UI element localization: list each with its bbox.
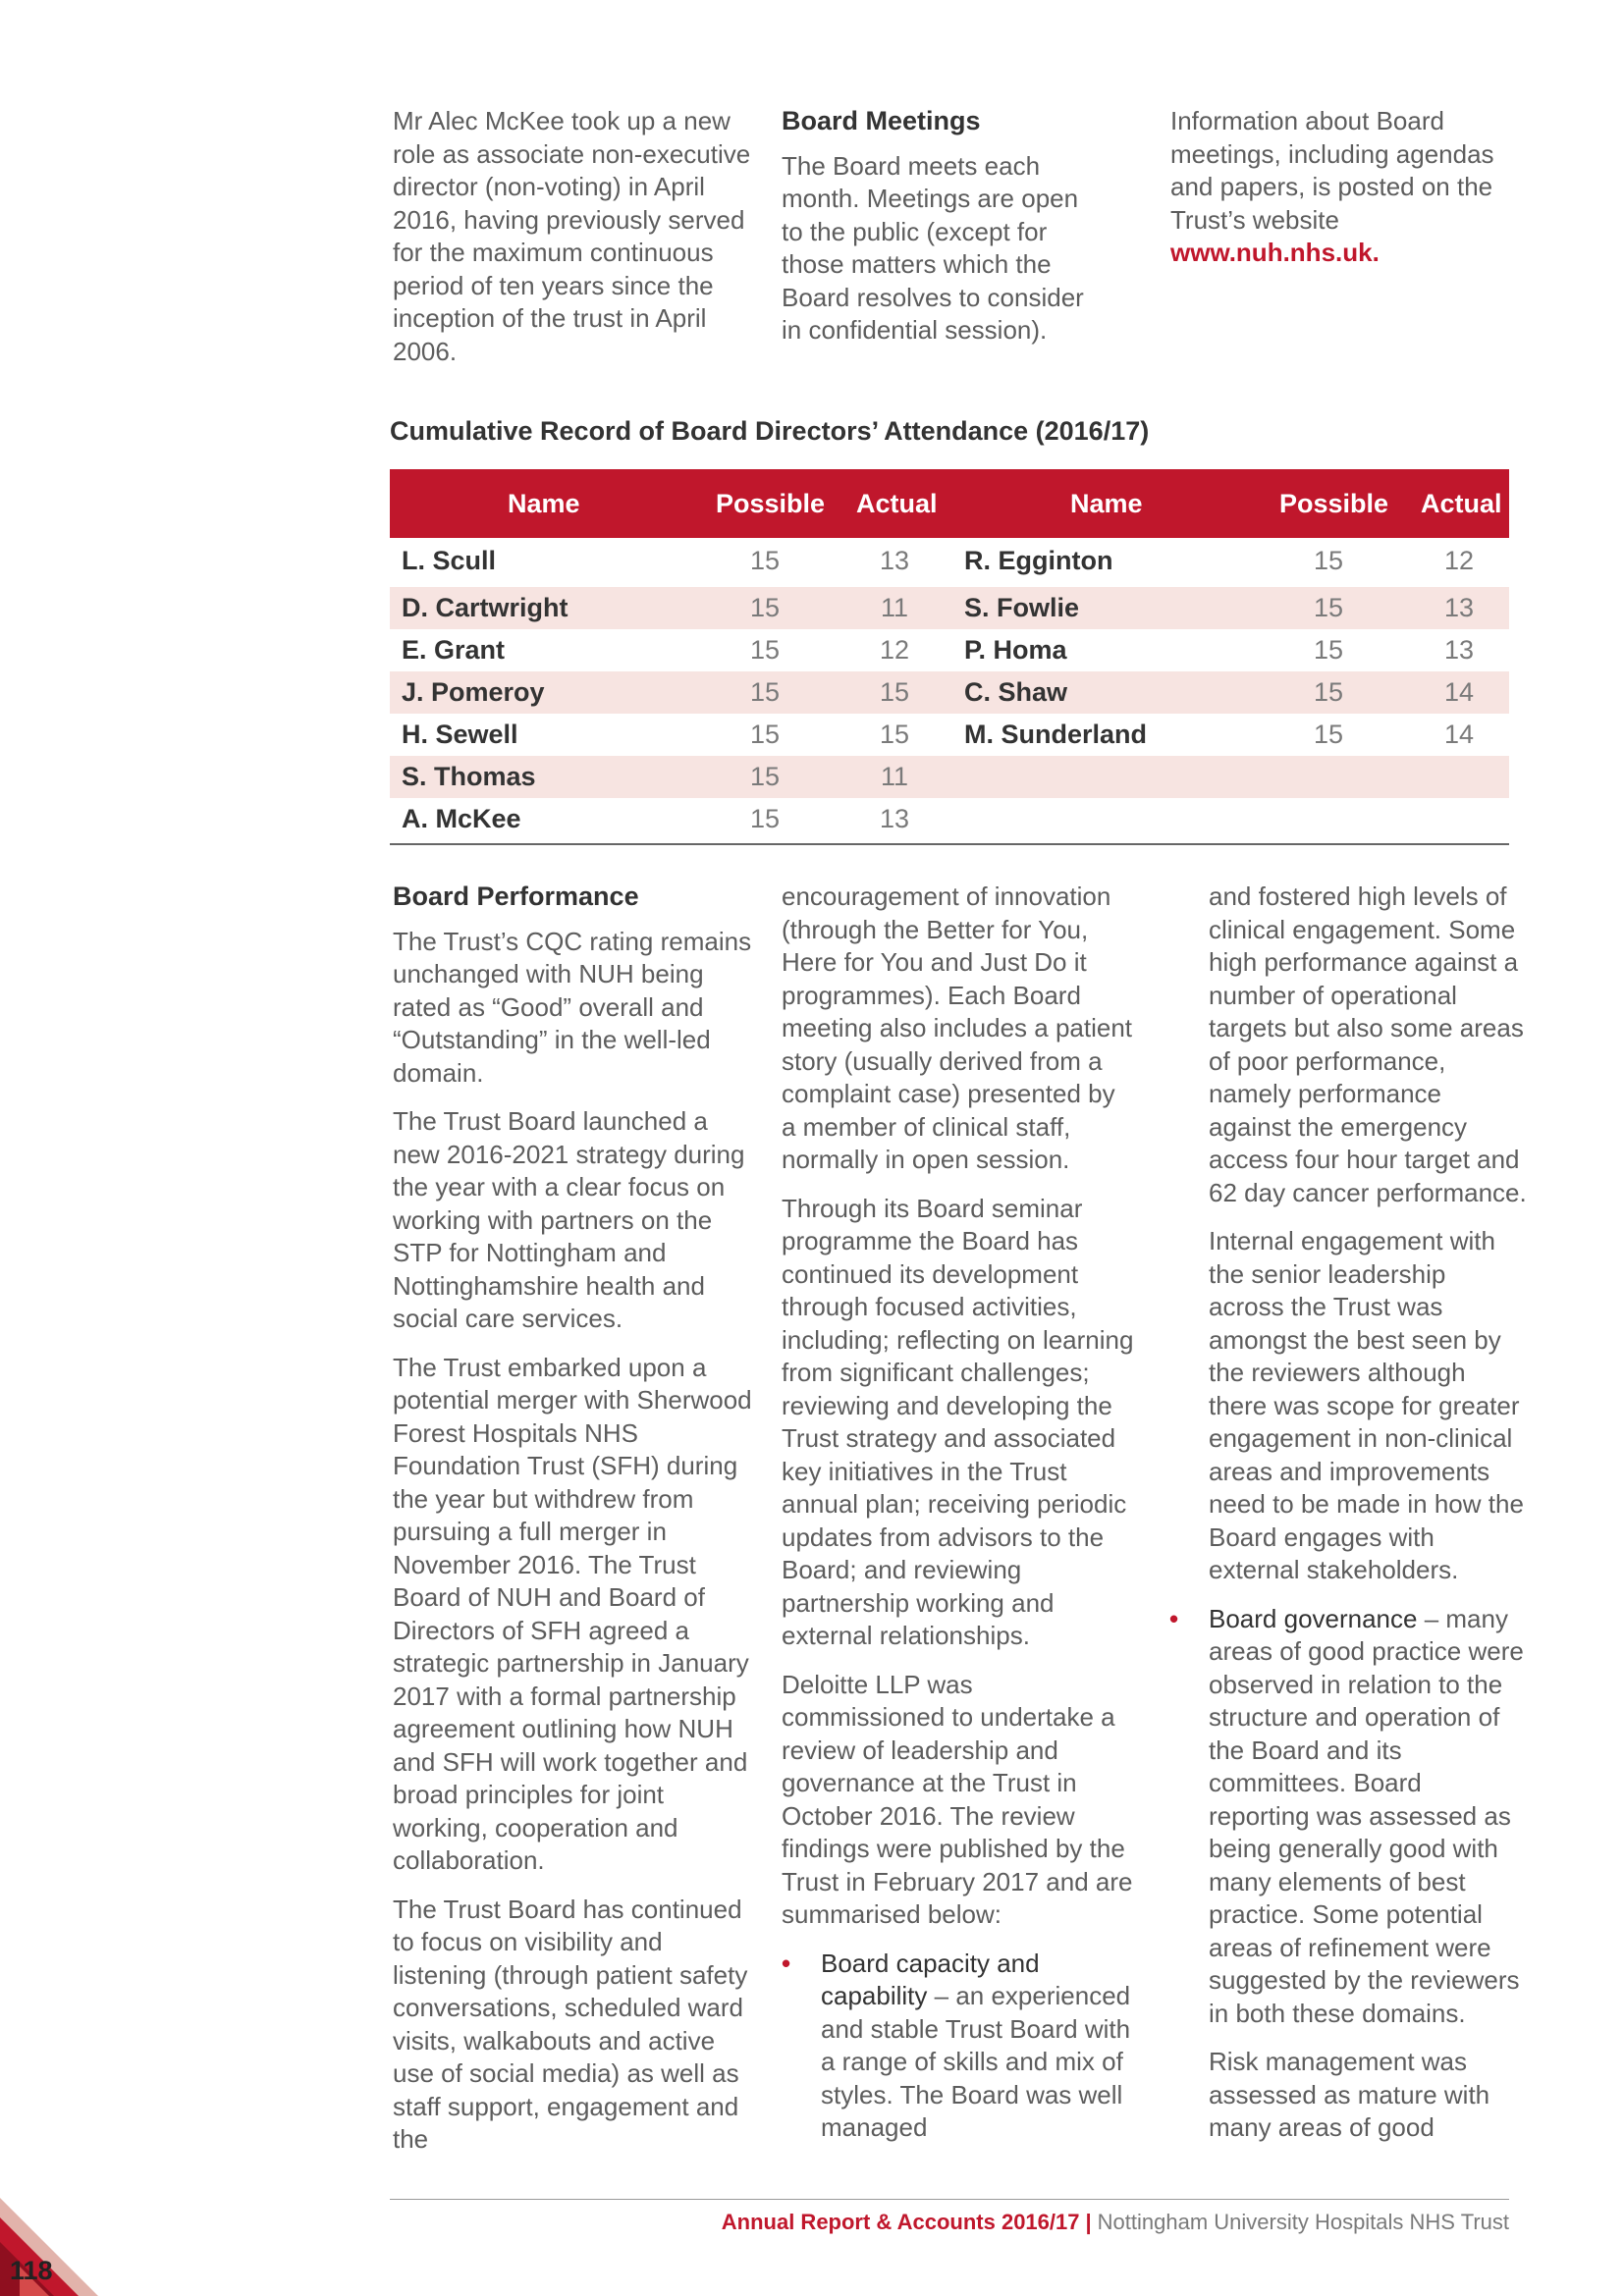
performance-column-3 bbox=[1169, 881, 1528, 2161]
bullet-dot: • bbox=[1169, 1603, 1179, 1633]
left-actual: 15 bbox=[879, 677, 910, 707]
performance-column-1 bbox=[393, 881, 756, 2172]
bullet-board-governance bbox=[1169, 1603, 1528, 2031]
left-possible: 15 bbox=[749, 804, 781, 833]
left-name: E. Grant bbox=[402, 635, 506, 665]
footer-organisation: Nottingham University Hospitals NHS Trust bbox=[1097, 2210, 1509, 2234]
left-name: J. Pomeroy bbox=[402, 677, 545, 707]
table-row bbox=[390, 587, 1509, 629]
left-possible: 15 bbox=[749, 635, 781, 665]
left-actual: 13 bbox=[879, 546, 910, 575]
table-row bbox=[390, 538, 1509, 587]
performance-paragraph: The Trust embarked upon a potential merger with Sherwood Forest Hospitals NHS Foundation Trust (SFH) during the year but withdrew from pursuing a full merger in November 2016. The Trust Board of NUH and Board of Directors of SFH agreed a strategic partnership in January 2017 with a formal partnership agreement outlining how NUH and SFH will work together and broad principles for joint working, cooperation and collaboration. bbox=[393, 1352, 752, 1875]
right-possible: 15 bbox=[1313, 546, 1344, 575]
performance-paragraph: Deloitte LLP was commissioned to undertake a review of leadership and governance at the Trust in October 2016. The review findings were published by the Trust in February 2017 and are summarised below: bbox=[782, 1669, 1133, 1929]
left-possible: 15 bbox=[749, 762, 781, 791]
header-possible-left: Possible bbox=[716, 489, 826, 518]
bullet-title: Board capacity and capability bbox=[821, 1948, 1040, 2010]
table-row bbox=[390, 798, 1509, 840]
table-row bbox=[390, 629, 1509, 671]
right-actual: 14 bbox=[1443, 720, 1475, 749]
left-actual: 12 bbox=[879, 635, 910, 665]
right-name: S. Fowlie bbox=[964, 593, 1080, 622]
intro-column-1 bbox=[393, 105, 756, 384]
intro-column-2 bbox=[782, 105, 1106, 363]
right-possible: 15 bbox=[1313, 677, 1344, 707]
right-possible: 15 bbox=[1313, 635, 1344, 665]
bullet-dot: • bbox=[782, 1948, 791, 1978]
performance-paragraph: and fostered high levels of clinical engagement. Some high performance against a number of operational targets but also some areas of poor performance, namely performance against the emergency access four hour target and 62 day cancer performance. bbox=[1209, 881, 1527, 1207]
performance-paragraph: Risk management was assessed as mature with many areas of good bbox=[1209, 2047, 1490, 2142]
performance-paragraph: Internal engagement with the senior leadership across the Trust was amongst the best seen by the reviewers although there was scope for greater engagement in non-clinical areas and improvements need to be made in how the Board engages with external stakeholders. bbox=[1209, 1226, 1524, 1584]
left-name: S. Thomas bbox=[402, 762, 536, 791]
performance-column-2 bbox=[782, 881, 1135, 2161]
board-info-paragraph bbox=[1170, 105, 1509, 237]
table-bottom-rule bbox=[390, 843, 1509, 845]
performance-paragraph: The Trust Board launched a new 2016-2021 strategy during the year with a clear focus on working with partners on the STP for Nottingham and Nottinghamshire health and social care services. bbox=[393, 1106, 745, 1333]
left-actual: 15 bbox=[879, 720, 910, 749]
left-name: L. Scull bbox=[402, 546, 497, 575]
intro-column-3 bbox=[1170, 105, 1509, 270]
footer-separator: | bbox=[1085, 2210, 1092, 2234]
footer-report-title: Annual Report & Accounts 2016/17 bbox=[721, 2210, 1080, 2234]
performance-paragraph: Through its Board seminar programme the Board has continued its development through focused activities, including; reflecting on learning from significant challenges; reviewing and developing the Trust strategy and associated key initiatives in the Trust annual plan; receiving periodic updates from advisors to the Board; and reviewing partnership working and external relationships. bbox=[782, 1193, 1134, 1650]
header-name-left: Name bbox=[508, 489, 580, 518]
performance-paragraph: encouragement of innovation (through the Better for You, Here for You and Just Do it programmes). Each Board meeting also includes a patient story (usually derived from a complaint case) presented by a member of clinical staff, normally in open session. bbox=[782, 881, 1133, 1174]
board-performance-heading: Board Performance bbox=[393, 881, 639, 911]
left-possible: 15 bbox=[749, 546, 781, 575]
page-number: 118 bbox=[10, 2256, 53, 2285]
right-actual: 13 bbox=[1443, 635, 1475, 665]
right-actual: 14 bbox=[1443, 677, 1475, 707]
right-name: M. Sunderland bbox=[964, 720, 1148, 749]
table-row bbox=[390, 714, 1509, 756]
right-possible: 15 bbox=[1313, 720, 1344, 749]
left-actual: 13 bbox=[879, 804, 910, 833]
bullet-text: – an experienced and stable Trust Board with a range of skills and mix of styles. The Board was well managed bbox=[821, 1981, 1131, 2142]
attendance-table-title: Cumulative Record of Board Directors’ Attendance (2016/17) bbox=[390, 416, 1150, 446]
bullet-text: – many areas of good practice were observed in relation to the structure and operation of the Board and its committees. Board reporting was assessed as being generally good with many elements of best practice. Some potential areas of refinement were suggested by the reviewers in both these domains. bbox=[1209, 1603, 1524, 2028]
left-name: A. McKee bbox=[402, 804, 521, 833]
left-possible: 15 bbox=[749, 677, 781, 707]
board-meetings-paragraph: The Board meets each month. Meetings are open to the public (except for those matters which the Board resolves to consider in confidential session). bbox=[782, 150, 1084, 345]
right-actual: 13 bbox=[1443, 593, 1475, 622]
intro-paragraph-mckee: Mr Alec McKee took up a new role as associate non-executive director (non-voting) in April 2016, having previously served for the maximum continuous period of ten years since the inception of the trust in April 2006. bbox=[393, 106, 751, 366]
board-meetings-heading: Board Meetings bbox=[782, 106, 981, 135]
header-possible-right: Possible bbox=[1279, 489, 1389, 518]
right-name: R. Egginton bbox=[964, 546, 1113, 575]
right-name: P. Homa bbox=[964, 635, 1067, 665]
header-actual-left: Actual bbox=[856, 489, 938, 518]
footer-rule bbox=[390, 2199, 1509, 2200]
board-info-text: Information about Board meetings, including agendas and papers, is posted on the Trust’s website bbox=[1170, 106, 1494, 235]
table-row bbox=[390, 756, 1509, 798]
performance-paragraph: The Trust’s CQC rating remains unchanged with NUH being rated as “Good” overall and “Outstanding” in the well-led domain. bbox=[393, 926, 752, 1088]
table-header-row bbox=[390, 469, 1509, 538]
right-name: C. Shaw bbox=[964, 677, 1068, 707]
left-actual: 11 bbox=[880, 593, 909, 622]
header-name-right: Name bbox=[1070, 489, 1143, 518]
right-possible: 15 bbox=[1313, 593, 1344, 622]
table-row bbox=[390, 671, 1509, 714]
trust-website-link[interactable]: www.nuh.nhs.uk. bbox=[1170, 238, 1380, 267]
left-possible: 15 bbox=[749, 720, 781, 749]
footer bbox=[722, 2210, 1509, 2235]
bullet-title: Board governance bbox=[1209, 1603, 1418, 1633]
header-actual-right: Actual bbox=[1421, 489, 1502, 518]
left-name: D. Cartwright bbox=[402, 593, 568, 622]
left-actual: 11 bbox=[880, 762, 909, 791]
left-name: H. Sewell bbox=[402, 720, 518, 749]
left-possible: 15 bbox=[749, 593, 781, 622]
bullet-board-capacity bbox=[782, 1948, 1135, 2145]
performance-paragraph: The Trust Board has continued to focus on visibility and listening (through patient safety conversations, scheduled ward visits, walkabouts and active use of social media) as well as staff support, engagement and the bbox=[393, 1894, 748, 2154]
attendance-table bbox=[390, 469, 1509, 840]
right-actual: 12 bbox=[1443, 546, 1475, 575]
